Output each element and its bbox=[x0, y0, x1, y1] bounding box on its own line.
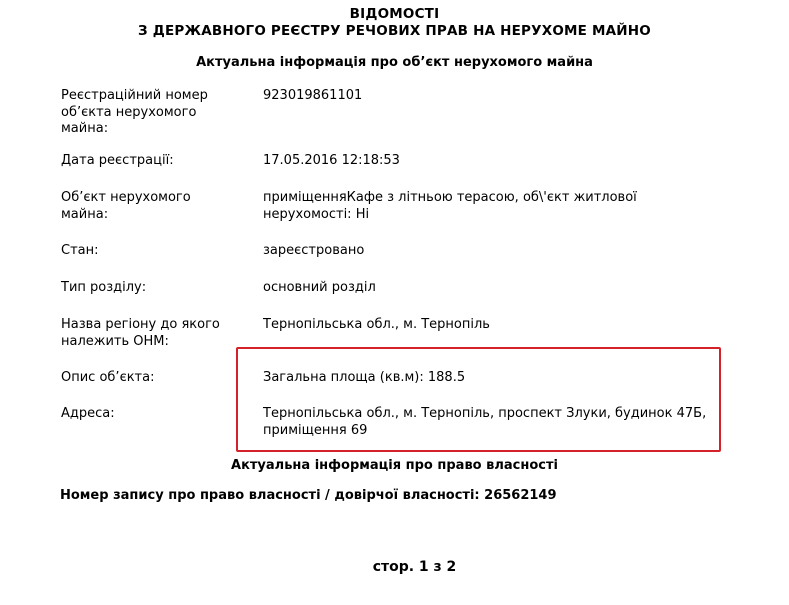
field-value-region: Тернопільська обл., м. Тернопіль bbox=[263, 317, 490, 332]
field-label-registration-date: Дата реєстрації: bbox=[61, 153, 174, 168]
field-label-property-object: Об’єкт нерухомого майна: bbox=[61, 190, 191, 222]
field-label-address: Адреса: bbox=[61, 406, 115, 421]
field-label-status: Стан: bbox=[61, 243, 99, 258]
field-value-registration-date: 17.05.2016 12:18:53 bbox=[263, 153, 400, 168]
document-subtitle: З ДЕРЖАВНОГО РЕЄСТРУ РЕЧОВИХ ПРАВ НА НЕРУХОМЕ МАЙНО bbox=[138, 23, 651, 39]
ownership-record-number: Номер запису про право власності / довірчої власності: 26562149 bbox=[60, 488, 557, 503]
ownership-section-heading: Актуальна інформація про право власності bbox=[231, 458, 558, 473]
highlight-annotation-box bbox=[236, 347, 721, 452]
field-value-object-description: Загальна площа (кв.м): 188.5 bbox=[263, 370, 466, 385]
field-value-property-object: приміщенняКафе з літньою терасою, об\'єкт житлової нерухомості: Ні bbox=[263, 190, 637, 222]
page-number: стор. 1 з 2 bbox=[372, 559, 457, 575]
field-value-section-type: основний розділ bbox=[263, 280, 376, 295]
field-label-object-description: Опис об’єкта: bbox=[61, 370, 155, 385]
field-label-registration-number: Реєстраційний номер об’єкта нерухомого майна: bbox=[61, 88, 208, 136]
field-value-status: зареєстровано bbox=[263, 243, 365, 258]
field-label-section-type: Тип розділу: bbox=[61, 280, 147, 295]
object-section-heading: Актуальна інформація про об’єкт нерухомого майна bbox=[196, 55, 593, 70]
field-label-region: Назва регіону до якого належить ОНМ: bbox=[61, 317, 220, 349]
document-title: ВІДОМОСТІ bbox=[349, 6, 440, 22]
field-value-address: Тернопільська обл., м. Тернопіль, проспект Злуки, будинок 47Б, приміщення 69 bbox=[263, 406, 707, 438]
field-value-registration-number: 923019861101 bbox=[263, 88, 363, 103]
